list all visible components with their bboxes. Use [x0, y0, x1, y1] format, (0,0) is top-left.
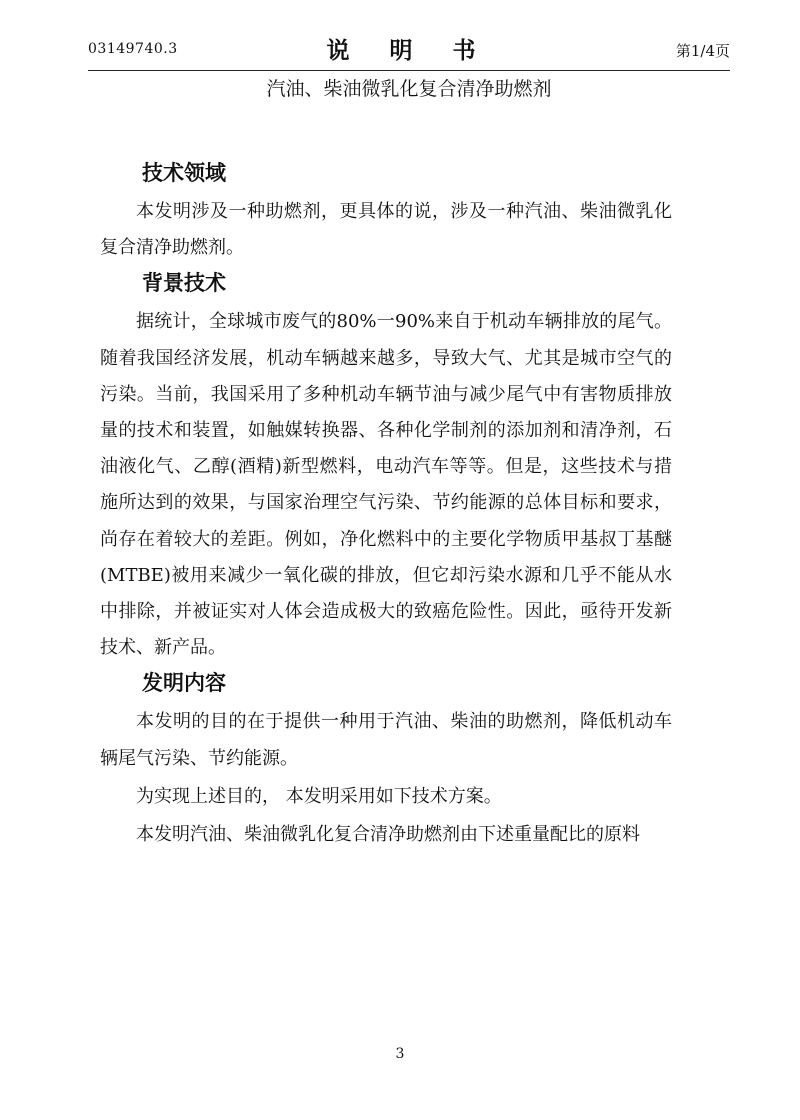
- page-indicator: 第1/4页: [675, 42, 730, 60]
- document-body: [100, 158, 672, 853]
- paragraph: 据统计，全球城市废气的80%一90%来自于机动车辆排放的尾气。随着我国经济发展，机动车辆越来越多，导致大气、尤其是城市空气的污染。当前，我国采用了多种机动车辆节油与减少尾气中有害物质排放量的技术和装置，如触媒转换器、各种化学制剂的添加剂和清净剂，石油液化气、乙醇(酒精)新型燃料，电动汽车等等。但是，这些技术与措施所达到的效果，与国家治理空气污染、节约能源的总体目标和要求，尚存在着较大的差距。例如，净化燃料中的主要化学物质甲基叔丁基醚 (MTBE)被用来减少一氧化碳的排放，但它却污染水源和几乎不能从水中排除，并被证实对人体会造成极大的致癌危险性。因此，亟待开发新技术、新产品。: [100, 311, 672, 659]
- document-number: 03149740.3: [88, 41, 178, 57]
- paragraph: 本发明的目的在于提供一种用于汽油、柴油的助燃剂，降低机动车辆尾气污染、节约能源。: [100, 711, 672, 769]
- section-heading-summary: 发明内容: [142, 670, 226, 696]
- paragraph: 本发明汽油、柴油微乳化复合清净助燃剂由下述重量配比的原料: [136, 824, 640, 846]
- paragraph: 为实现上述目的， 本发明采用如下技术方案。: [136, 785, 502, 807]
- page-header: [88, 32, 730, 68]
- page-number: 3: [395, 1046, 405, 1062]
- header-divider: [88, 70, 730, 71]
- document-type-heading: 说 明 书: [326, 38, 492, 64]
- section-heading-background: 背景技术: [142, 270, 226, 296]
- paragraph: 本发明涉及一种助燃剂，更具体的说，涉及一种汽油、柴油微乳化复合清净助燃剂。: [100, 201, 672, 259]
- document-title: 汽油、柴油微乳化复合清净助燃剂: [266, 78, 552, 100]
- section-heading-technical-field: 技术领域: [142, 160, 226, 185]
